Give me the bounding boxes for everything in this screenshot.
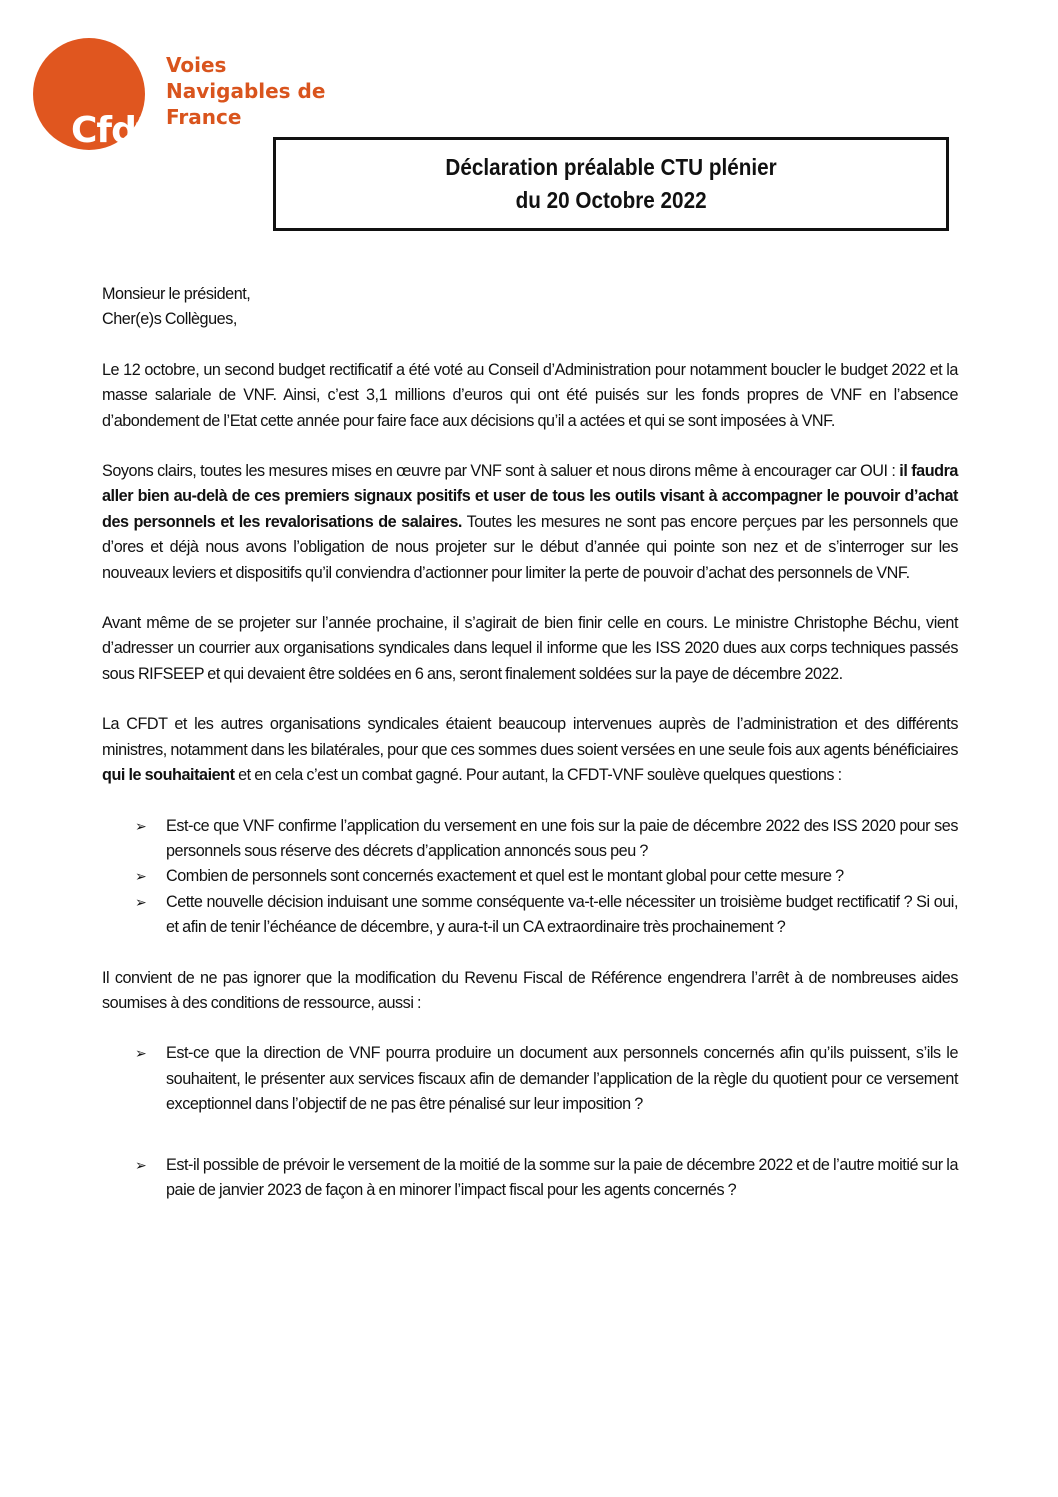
question-item: ➢ Est-ce que la direction de VNF pourra produire un document aux personnels concernés afin qu’ils puissent, s’ils le souhaitent, le présenter aux services fiscaux afin de demander l’application de la règle du quotient pour ce versement exceptionnel dans l’objectif de ne pas être pénalisé sur leur imposition ? <box>102 1041 958 1117</box>
questions-list-2 <box>102 1041 958 1117</box>
questions-list-1 <box>102 814 958 941</box>
paragraph-measures <box>102 459 958 586</box>
arrow-bullet-icon: ➢ <box>135 868 147 885</box>
paragraph-minister: Avant même de se projeter sur l’année prochaine, il s’agirait de bien finir celle en cours. Le ministre Christophe Béchu, vient d’adresser un courrier aux organisations syndicales dans lequel il informe que les ISS 2020 dues aux corps techniques passés sous RIFSEEP et qui devaient être soldées en 6 ans, seront finalement soldées sur la paye de décembre 2022. <box>102 614 958 683</box>
title-line-2: du 20 Octobre 2022 <box>515 187 707 213</box>
title-line-1: Déclaration préalable CTU plénier <box>445 154 777 180</box>
paragraph-rfr: Il convient de ne pas ignorer que la modification du Revenu Fiscal de Référence engendrera l’arrêt à de nombreuses aides soumises à des conditions de ressource, aussi : <box>102 968 958 1012</box>
paragraph-cfdt <box>102 712 958 788</box>
text: Soyons clairs, toutes les mesures mises en œuvre par VNF sont à saluer et nous dirons même à encourager car OUI : <box>102 462 900 481</box>
salutation-line: Cher(e)s Collègues, <box>102 310 237 329</box>
arrow-bullet-icon: ➢ <box>135 1156 147 1173</box>
document-title-box <box>273 137 949 231</box>
question-item: ➢ Combien de personnels sont concernés exactement et quel est le montant global pour cette mesure ? <box>102 864 958 889</box>
salutation-line: Monsieur le président, <box>102 285 251 303</box>
bold-text: qui le souhaitaient <box>102 766 235 785</box>
arrow-bullet-icon: ➢ <box>135 893 147 910</box>
org-name-line: Voies <box>166 53 227 77</box>
org-name-line: France <box>166 105 242 129</box>
org-name <box>166 52 325 130</box>
questions-list-2b <box>102 1153 958 1204</box>
logo-text: Cfdt: <box>71 110 166 151</box>
text: La CFDT et les autres organisations syndicales étaient beaucoup intervenues auprès de l’administration et des différents ministres, notamment dans les bilatérales, pour que ces sommes dues soient versées en une seule fois aux agents bénéficiaires <box>102 715 958 759</box>
arrow-bullet-icon: ➢ <box>135 817 147 834</box>
question-item: ➢ Cette nouvelle décision induisant une somme conséquente va-t-elle nécessiter un troisième budget rectificatif ? Si oui, et afin de tenir l’échéance de décembre, y aura-t-il un CA extraordinaire très prochainement ? <box>102 890 958 941</box>
text: et en cela c’est un combat gagné. Pour autant, la CFDT-VNF soulève quelques questions : <box>234 766 842 785</box>
bold-text: il faudra aller bien au-delà de ces premiers signaux positifs et user de tous les outils visant à accompagner le pouvoir d’achat des personnels et les revalorisations de salaires. <box>102 462 958 531</box>
paragraph-budget: Le 12 octobre, un second budget rectificatif a été voté au Conseil d’Administration pour notamment boucler le budget 2022 et la masse salariale de VNF. Ainsi, c’est 3,1 millions d’euros qui ont été puisés sur les fonds propres de VNF en l’absence d’abondement de l’Etat cette année pour faire face aux décisions qu’il a actées et qui se sont imposées à VNF. <box>102 360 958 430</box>
document-body <box>102 282 958 1203</box>
org-name-line: Navigables de <box>166 79 326 103</box>
text: Toutes les mesures ne sont pas encore perçues par les personnels que d’ores et déjà nous avons l’obligation de nous projeter sur le début d’année qui pointe son nez et de s’interroger sur les nouveaux leviers et dispositifs qu’il conviendra d’actionner pour limiter la perte de pouvoir d’achat des personnels de VNF. <box>102 512 959 582</box>
question-item: ➢ Est-ce que VNF confirme l’application du versement en une fois sur la paie de décembre 2022 des ISS 2020 pour ses personnels sous réserve des décrets d’application annoncés sous peu ? <box>102 814 958 865</box>
arrow-bullet-icon: ➢ <box>135 1045 147 1062</box>
cfdt-logo <box>33 38 166 151</box>
question-item: ➢ Est-il possible de prévoir le versement de la moitié de la somme sur la paie de décembre 2022 et de l’autre moitié sur la paie de janvier 2023 de façon à en minorer l’impact fiscal pour les agents concernés ? <box>102 1153 958 1204</box>
